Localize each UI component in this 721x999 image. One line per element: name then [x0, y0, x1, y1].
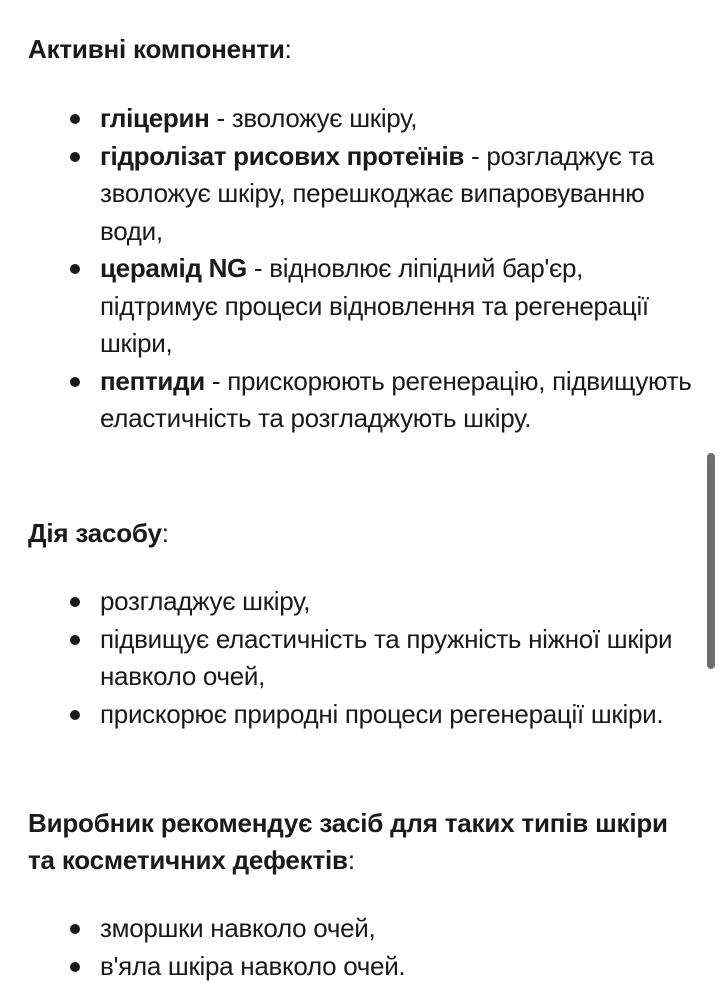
recommendation-list	[28, 910, 698, 985]
list-item: в'яла шкіра навколо очей.	[28, 948, 698, 986]
bullet-icon	[70, 264, 80, 274]
recommendation-heading: Виробник рекомендує засіб для таких типів шкіри та косметичних дефектів:	[28, 808, 668, 875]
bullet-icon	[70, 710, 80, 720]
list-item: розгладжує шкіру,	[28, 583, 698, 621]
active-components-heading: Активні компоненти:	[28, 34, 292, 64]
bullet-icon	[70, 924, 80, 934]
bullet-icon	[70, 962, 80, 972]
list-item: зморшки навколо очей,	[28, 910, 698, 948]
list-item: підвищує еластичність та пружність ніжної шкіри навколо очей,	[28, 621, 698, 696]
list-item: гліцерин - зволожує шкіру,	[28, 100, 698, 138]
bullet-icon	[70, 597, 80, 607]
list-item: прискорює природні процеси регенерації шкіри.	[28, 696, 698, 734]
list-item: пептиди - прискорюють регенерацію, підвищують еластичність та розгладжують шкіру.	[28, 363, 698, 438]
product-action-heading: Дія засобу:	[28, 518, 169, 548]
bullet-icon	[70, 152, 80, 162]
list-item: гідролізат рисових протеїнів - розгладжує та зволожує шкіру, перешкоджає випаровуванню води,	[28, 138, 698, 251]
bullet-icon	[70, 114, 80, 124]
scrollbar-thumb[interactable]	[707, 453, 715, 669]
product-action-list	[28, 583, 698, 733]
active-components-list	[28, 100, 698, 438]
bullet-icon	[70, 635, 80, 645]
list-item: церамід NG - відновлює ліпідний бар'єр, підтримує процеси відновлення та регенерації шкіри,	[28, 250, 698, 363]
bullet-icon	[70, 377, 80, 387]
